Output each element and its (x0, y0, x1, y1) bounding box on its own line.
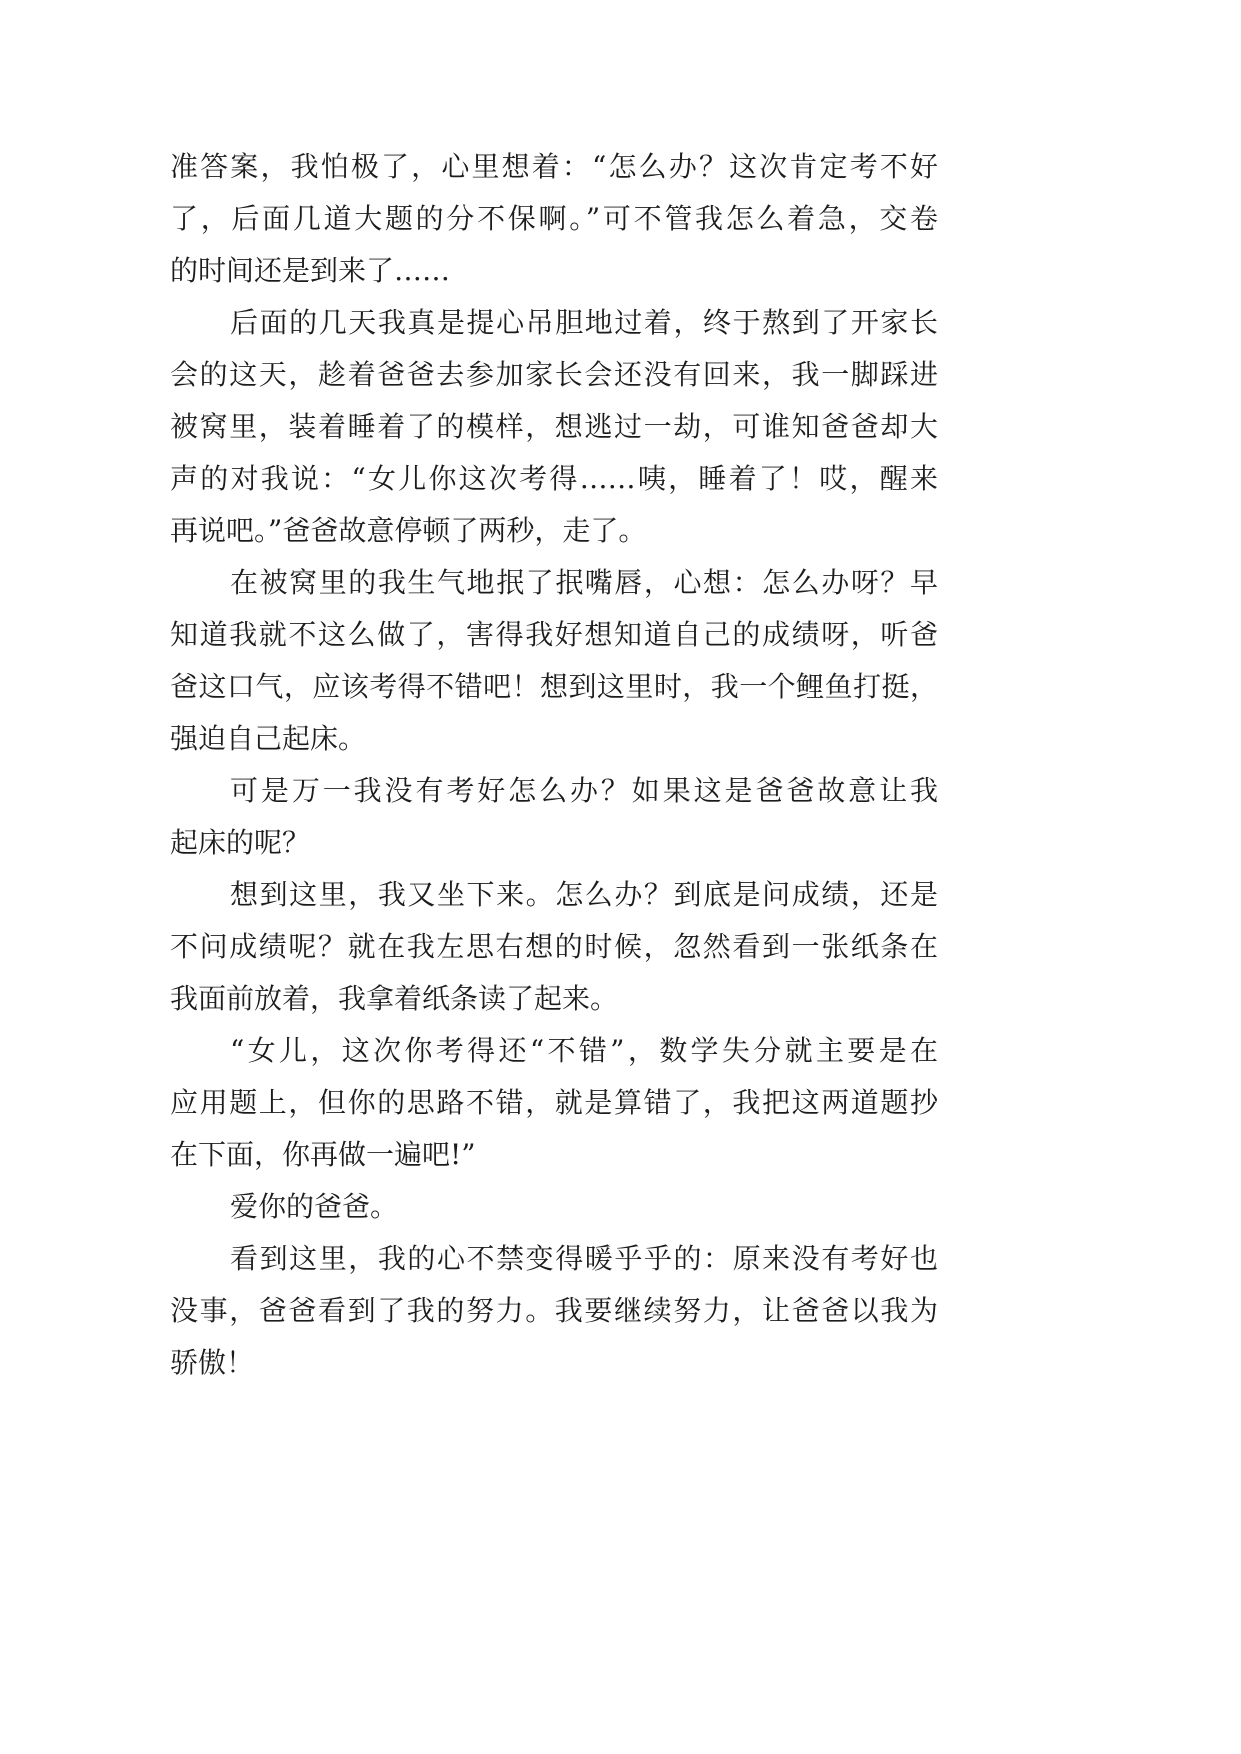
text-line: 的时间还是到来了…… (170, 254, 451, 287)
paragraph (170, 765, 938, 869)
paragraph (170, 869, 938, 1025)
text-line: “女儿，这次你考得还“不错”，数学失分就主要是在 (230, 1034, 938, 1067)
text-line: 在被窝里的我生气地抿了抿嘴唇，心想：怎么办呀？早 (230, 566, 938, 599)
text-line: 了，后面几道大题的分不保啊。”可不管我怎么着急，交卷 (170, 202, 938, 235)
note-signature (170, 1181, 938, 1233)
paragraph (170, 297, 938, 557)
text-line: 被窝里，装着睡着了的模样，想逃过一劫，可谁知爸爸却大 (170, 410, 938, 443)
quoted-note (170, 1025, 938, 1181)
text-line: 再说吧。”爸爸故意停顿了两秒，走了。 (170, 514, 647, 547)
text-line: 起床的呢？ (170, 826, 311, 859)
text-line: 知道我就不这么做了，害得我好想知道自己的成绩呀，听爸 (170, 618, 938, 651)
paragraph (170, 141, 938, 297)
text-line: 准答案，我怕极了，心里想着：“怎么办？这次肯定考不好 (170, 150, 938, 183)
text-line: 爱你的爸爸。 (230, 1190, 399, 1223)
text-line: 想到这里，我又坐下来。怎么办？到底是问成绩，还是 (230, 878, 938, 911)
text-line: 在下面，你再做一遍吧!” (170, 1138, 476, 1171)
body-text (170, 141, 938, 1389)
text-line: 强迫自己起床。 (170, 722, 367, 755)
text-line: 骄傲！ (170, 1346, 255, 1379)
text-line: 看到这里，我的心不禁变得暖乎乎的：原来没有考好也 (230, 1242, 938, 1275)
text-line: 可是万一我没有考好怎么办？如果这是爸爸故意让我 (230, 774, 938, 807)
text-line: 应用题上，但你的思路不错，就是算错了，我把这两道题抄 (170, 1086, 938, 1119)
paragraph (170, 557, 938, 765)
text-line: 声的对我说：“女儿你这次考得……咦，睡着了！哎，醒来 (170, 462, 938, 495)
paragraph (170, 1233, 938, 1389)
text-line: 爸这口气，应该考得不错吧！想到这里时，我一个鲤鱼打挺， (170, 670, 938, 703)
text-line: 后面的几天我真是提心吊胆地过着，终于熬到了开家长 (230, 306, 938, 339)
text-line: 不问成绩呢？就在我左思右想的时候，忽然看到一张纸条在 (170, 930, 938, 963)
text-line: 我面前放着，我拿着纸条读了起来。 (170, 982, 619, 1015)
text-line: 会的这天，趁着爸爸去参加家长会还没有回来，我一脚踩进 (170, 358, 938, 391)
text-line: 没事，爸爸看到了我的努力。我要继续努力，让爸爸以我为 (170, 1294, 938, 1327)
